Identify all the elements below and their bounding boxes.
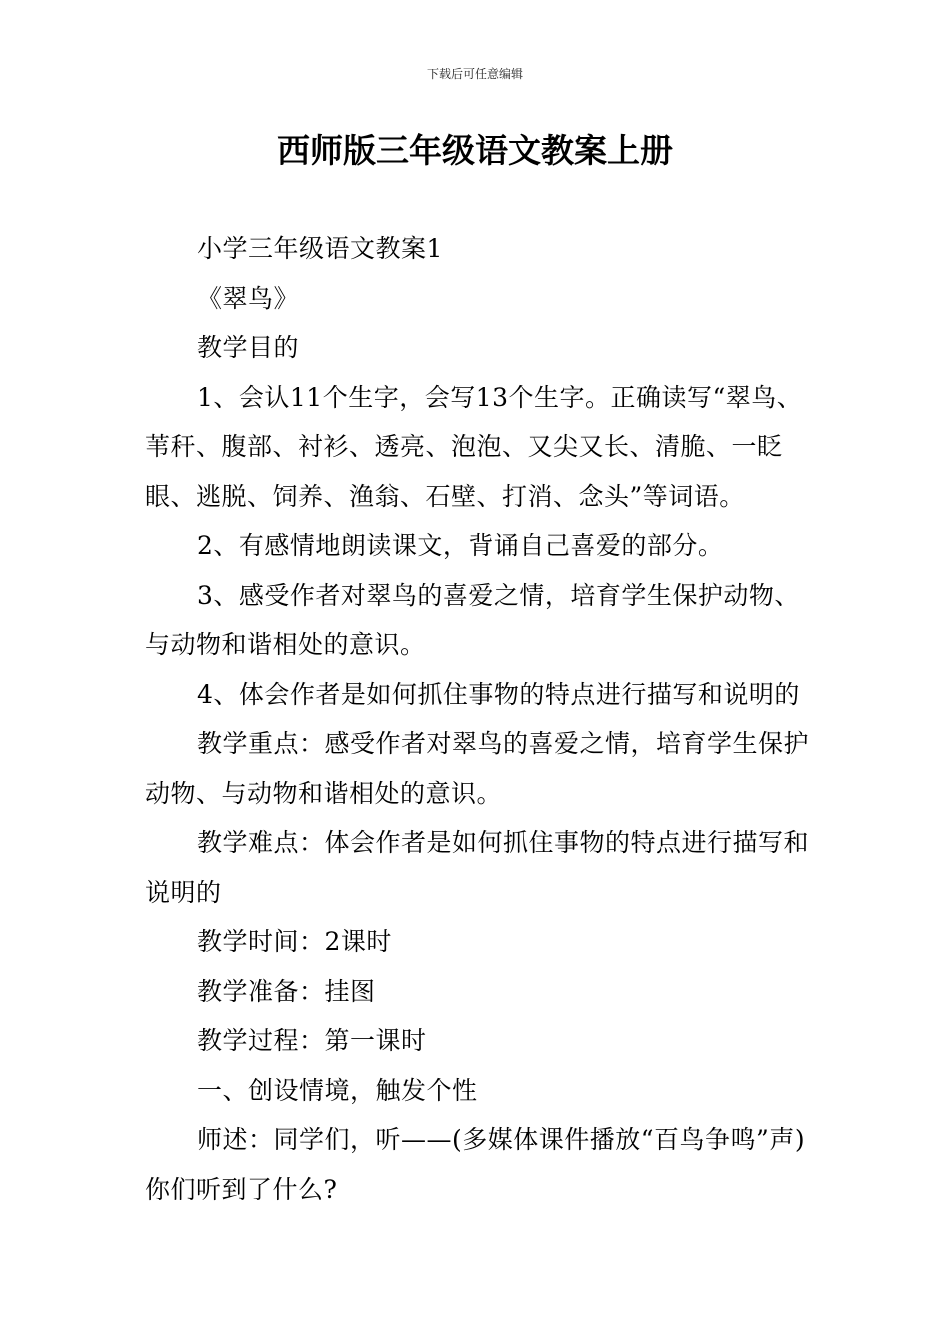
- paragraph-objectives-heading: 教学目的: [197, 333, 300, 362]
- paragraph-difficulties: 教学难点：体会作者是如何抓住事物的特点进行描写和说明的: [145, 828, 810, 907]
- document-title: 西师版三年级语文教案上册: [277, 131, 673, 170]
- paragraph-preparation: 教学准备：挂图: [197, 976, 376, 1006]
- paragraph-objective-2: 2、有感情地朗读课文，背诵自己喜爱的部分。: [197, 531, 724, 560]
- paragraph-lesson-heading: 小学三年级语文教案1: [197, 234, 443, 263]
- paragraph-process: 教学过程：第一课时: [197, 1026, 427, 1055]
- header-note: 下载后可任意编辑: [426, 67, 523, 81]
- paragraph-objective-3: 3、感受作者对翠鸟的喜爱之情，培育学生保护动物、与动物和谐相处的意识。: [145, 580, 800, 659]
- paragraph-section-one: 一、创设情境，触发个性: [197, 1075, 478, 1105]
- paragraph-key-points: 教学重点：感受作者对翠鸟的喜爱之情，培育学生保护动物、与动物和谐相处的意识。: [145, 729, 810, 808]
- paragraph-text-title: 《翠鸟》: [197, 283, 300, 313]
- paragraph-teaching-time: 教学时间：2课时: [197, 927, 392, 956]
- paragraph-teacher-narration: 师述：同学们，听——(多媒体课件播放“百鸟争鸣”声)你们听到了什么?: [145, 1125, 806, 1204]
- paragraph-objective-1: 1、会认11个生字，会写13个生字。正确读写“翠鸟、苇秆、腹部、衬衫、透亮、泡泡、又尖又长、清脆、一眨眼、逃脱、饲养、渔翁、石壁、打消、念头”等词语。: [145, 382, 803, 511]
- document-body: [145, 224, 815, 1214]
- paragraph-objective-4: 4、体会作者是如何抓住事物的特点进行描写和说明的: [197, 679, 800, 709]
